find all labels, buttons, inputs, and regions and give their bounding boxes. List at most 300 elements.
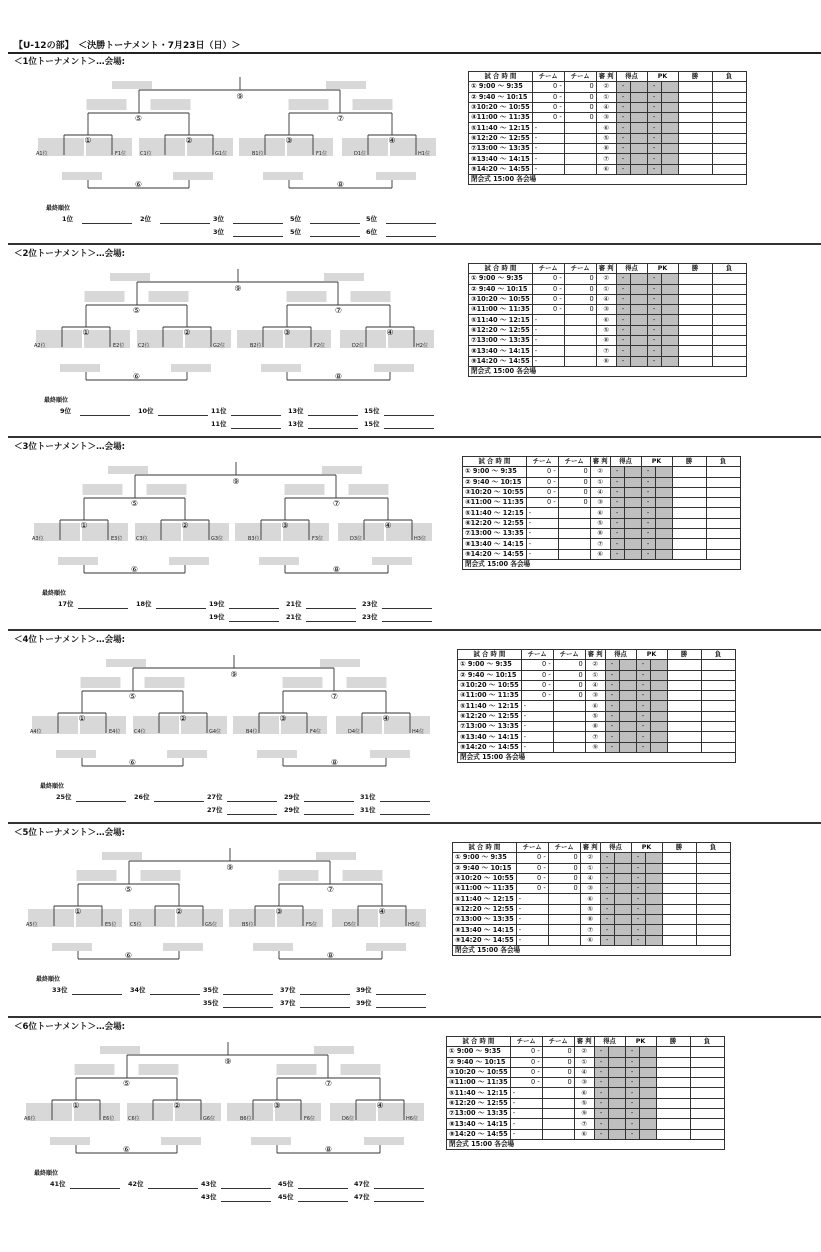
table-row xyxy=(463,498,741,508)
dash-mark: - xyxy=(534,123,538,132)
match-time: ③10:20 ～ 10:55 xyxy=(469,294,533,304)
score-cell xyxy=(594,1119,608,1129)
dash-mark: - xyxy=(599,1068,603,1077)
final-rank-position: 37位 xyxy=(280,986,296,994)
dash-mark: - xyxy=(610,660,614,669)
table-header-score: 得点 xyxy=(610,457,641,467)
team-name-box xyxy=(341,1064,381,1075)
score-cell xyxy=(614,915,631,925)
match-number: ③ xyxy=(275,907,283,916)
seed-label: C4位 xyxy=(134,729,146,735)
team-cell xyxy=(526,498,558,508)
score-zero: 0 xyxy=(578,660,583,669)
team-cell xyxy=(564,144,596,154)
score-cell xyxy=(624,508,641,518)
match-number: ① xyxy=(80,521,88,530)
pk-cell xyxy=(636,722,650,732)
pk-cell xyxy=(639,1057,656,1067)
pk-cell xyxy=(636,701,650,711)
match-number: ③ xyxy=(273,1101,281,1110)
score-cell xyxy=(619,660,636,670)
pk-cell xyxy=(645,915,662,925)
pk-cell xyxy=(661,305,678,315)
dash-mark: - xyxy=(559,103,562,112)
team-cell xyxy=(516,935,548,945)
team-cell xyxy=(521,742,553,752)
dash-mark: - xyxy=(528,508,532,517)
team-cell xyxy=(532,284,564,294)
win-cell xyxy=(678,315,712,325)
table-row xyxy=(447,1119,725,1129)
dash-mark: - xyxy=(641,701,645,710)
lose-cell xyxy=(690,1129,724,1139)
lose-cell xyxy=(712,133,746,143)
score-zero: 0 xyxy=(567,1068,572,1077)
pk-cell xyxy=(641,539,655,549)
team-name-box xyxy=(50,1137,90,1145)
match-time: ⑨14:20 ～ 14:55 xyxy=(453,935,517,945)
referee-cell: ① xyxy=(580,863,600,873)
score-cell xyxy=(630,356,647,366)
referee-cell: ⑨ xyxy=(574,1109,594,1119)
pk-cell xyxy=(636,670,650,680)
dash-mark: - xyxy=(559,274,562,283)
team-cell xyxy=(526,549,558,559)
team-cell xyxy=(548,904,580,914)
score-cell xyxy=(600,884,614,894)
pk-cell xyxy=(625,1078,639,1088)
team-cell xyxy=(516,925,548,935)
lose-cell xyxy=(690,1057,724,1067)
dash-mark: - xyxy=(543,884,546,893)
match-time: ⑧13:40 ～ 14:15 xyxy=(458,732,522,742)
team-cell xyxy=(510,1129,542,1139)
score-zero: 0 xyxy=(589,103,594,112)
dash-mark: - xyxy=(621,284,625,293)
table-row xyxy=(463,508,741,518)
team-cell xyxy=(548,925,580,935)
bracket-diagram xyxy=(0,1020,450,1180)
team-name-box xyxy=(289,99,329,110)
score-zero: 0 xyxy=(553,284,558,293)
win-cell xyxy=(678,102,712,112)
dash-mark: - xyxy=(621,92,625,101)
dash-mark: - xyxy=(543,853,546,862)
team-cell xyxy=(521,670,553,680)
score-cell xyxy=(630,305,647,315)
team-cell xyxy=(564,154,596,164)
score-cell xyxy=(630,325,647,335)
score-zero: 0 xyxy=(542,691,547,700)
tournament-section xyxy=(0,826,821,1016)
table-row xyxy=(447,1139,725,1149)
team-cell xyxy=(564,346,596,356)
final-rank-label: 最終順位 xyxy=(40,783,65,790)
win-cell xyxy=(656,1129,690,1139)
rank-entry-line xyxy=(308,415,358,416)
score-cell xyxy=(614,863,631,873)
match-time: ⑨14:20 ～ 14:55 xyxy=(469,164,533,174)
score-zero: 0 xyxy=(537,853,542,862)
referee-cell: ⑨ xyxy=(585,742,605,752)
pk-cell xyxy=(647,305,661,315)
referee-cell: ⑤ xyxy=(596,325,616,335)
table-header-win: 勝 xyxy=(667,650,701,660)
table-header-referee: 審 判 xyxy=(580,843,600,853)
dash-mark: - xyxy=(605,874,609,883)
dash-mark: - xyxy=(630,1109,634,1118)
table-header-pk: PK xyxy=(625,1037,656,1047)
pk-cell xyxy=(647,123,661,133)
win-cell xyxy=(678,144,712,154)
win-cell xyxy=(662,873,696,883)
score-zero: 0 xyxy=(583,467,588,476)
dash-mark: - xyxy=(652,274,656,283)
dash-mark: - xyxy=(636,874,640,883)
win-cell xyxy=(678,336,712,346)
pk-cell xyxy=(641,477,655,487)
rank-entry-line xyxy=(160,223,210,224)
seed-label: H3位 xyxy=(414,536,426,542)
rank-entry-line xyxy=(233,223,283,224)
match-time: ③10:20 ～ 10:55 xyxy=(463,487,527,497)
section-divider xyxy=(8,1016,821,1018)
win-cell xyxy=(678,92,712,102)
match-time: ① 9:00 ～ 9:35 xyxy=(447,1047,511,1057)
score-cell xyxy=(630,164,647,174)
win-cell xyxy=(656,1078,690,1088)
pk-cell xyxy=(645,904,662,914)
win-cell xyxy=(667,670,701,680)
closing-ceremony: 閉会式 15:00 各会場 xyxy=(469,174,597,184)
team-name-box xyxy=(167,750,207,758)
score-cell xyxy=(608,1078,625,1088)
match-number: ② xyxy=(181,521,189,530)
match-time: ④11:00 ～ 11:35 xyxy=(453,884,517,894)
schedule-table xyxy=(452,842,731,956)
table-row xyxy=(453,915,731,925)
score-zero: 0 xyxy=(553,92,558,101)
score-zero: 0 xyxy=(553,295,558,304)
dash-mark: - xyxy=(615,508,619,517)
rank-entry-line xyxy=(380,801,430,802)
seed-label: G6位 xyxy=(203,1116,216,1122)
match-number: ⑧ xyxy=(334,372,343,381)
seed-label: D2位 xyxy=(352,343,365,349)
lose-cell xyxy=(696,853,730,863)
rank-entry-line xyxy=(229,621,279,622)
pk-cell xyxy=(636,680,650,690)
referee-cell: ⑥ xyxy=(580,935,600,945)
table-row xyxy=(469,82,747,92)
lose-cell xyxy=(712,102,746,112)
team-name-box xyxy=(112,81,152,89)
dash-mark: - xyxy=(528,539,532,548)
lose-cell xyxy=(696,915,730,925)
tournament-section xyxy=(0,247,821,437)
tournament-section xyxy=(0,1020,821,1210)
team-cell xyxy=(548,894,580,904)
match-time: ⑥12:20 ～ 12:55 xyxy=(453,904,517,914)
pk-cell xyxy=(661,92,678,102)
table-row xyxy=(469,123,747,133)
referee-cell: ④ xyxy=(596,102,616,112)
dash-mark: - xyxy=(652,325,656,334)
table-row xyxy=(453,863,731,873)
score-cell xyxy=(600,873,614,883)
lose-cell xyxy=(701,722,735,732)
pk-cell xyxy=(631,873,645,883)
table-row xyxy=(469,315,747,325)
final-rank-label: 最終順位 xyxy=(46,205,71,212)
final-rank-position: 10位 xyxy=(138,407,154,415)
referee-cell: ⑤ xyxy=(596,133,616,143)
team-cell xyxy=(532,123,564,133)
dash-mark: - xyxy=(646,498,650,507)
match-time: ③10:20 ～ 10:55 xyxy=(447,1067,511,1077)
team-cell xyxy=(542,1047,574,1057)
dash-mark: - xyxy=(605,935,609,944)
team-name-box xyxy=(139,1064,179,1075)
dash-mark: - xyxy=(621,346,625,355)
score-cell xyxy=(619,711,636,721)
team-cell xyxy=(532,113,564,123)
win-cell xyxy=(678,123,712,133)
final-rank-position: 11位 xyxy=(211,407,227,415)
team-name-box xyxy=(60,364,100,372)
dash-mark: - xyxy=(534,144,538,153)
team-cell xyxy=(542,1119,574,1129)
team-cell xyxy=(521,680,553,690)
team-cell xyxy=(564,102,596,112)
team-cell xyxy=(510,1098,542,1108)
seed-label: E5位 xyxy=(105,922,117,928)
team-cell xyxy=(526,487,558,497)
lose-cell xyxy=(712,274,746,284)
final-rank-position: 42位 xyxy=(128,1180,144,1188)
table-row xyxy=(458,680,736,690)
pk-cell xyxy=(631,853,645,863)
lose-cell xyxy=(712,113,746,123)
team-name-box xyxy=(106,659,146,667)
seed-label: D4位 xyxy=(348,729,361,735)
match-number: ⑧ xyxy=(324,1145,333,1154)
dash-mark: - xyxy=(621,315,625,324)
score-cell xyxy=(630,102,647,112)
lose-cell xyxy=(712,294,746,304)
match-number: ⑥ xyxy=(122,1145,131,1154)
match-number: ⑥ xyxy=(132,372,141,381)
score-cell xyxy=(619,691,636,701)
dash-mark: - xyxy=(615,539,619,548)
score-zero: 0 xyxy=(547,488,552,497)
win-cell xyxy=(678,164,712,174)
score-cell xyxy=(616,123,630,133)
team-cell xyxy=(532,154,564,164)
table-row xyxy=(458,742,736,752)
dash-mark: - xyxy=(621,154,625,163)
match-number: ⑧ xyxy=(326,951,335,960)
match-number: ⑨ xyxy=(236,92,244,101)
team-cell xyxy=(532,356,564,366)
team-cell xyxy=(564,356,596,366)
table-row xyxy=(469,133,747,143)
referee-cell: ⑤ xyxy=(574,1098,594,1108)
table-row xyxy=(453,945,731,955)
table-row xyxy=(447,1047,725,1057)
dash-mark: - xyxy=(553,488,556,497)
dash-mark: - xyxy=(512,1119,516,1128)
lose-cell xyxy=(712,325,746,335)
rank-entry-line xyxy=(384,415,434,416)
table-row xyxy=(453,884,731,894)
pk-cell xyxy=(647,113,661,123)
table-header-referee: 審 判 xyxy=(596,72,616,82)
dash-mark: - xyxy=(615,498,619,507)
section-divider xyxy=(8,436,821,438)
win-cell xyxy=(662,863,696,873)
win-cell xyxy=(672,529,706,539)
lose-cell xyxy=(712,346,746,356)
score-cell xyxy=(630,274,647,284)
dash-mark: - xyxy=(559,305,562,314)
bracket-diagram xyxy=(0,633,450,793)
table-row xyxy=(453,853,731,863)
match-number: ⑦ xyxy=(324,1079,333,1088)
match-time: ⑤11:40 ～ 12:15 xyxy=(469,315,533,325)
table-row xyxy=(458,670,736,680)
win-cell xyxy=(678,294,712,304)
team-cell xyxy=(516,863,548,873)
table-header-referee: 審 判 xyxy=(574,1037,594,1047)
pk-cell xyxy=(650,722,667,732)
match-number: ③ xyxy=(279,714,287,723)
team-name-box xyxy=(52,943,92,951)
win-cell xyxy=(672,467,706,477)
table-header-lose: 負 xyxy=(712,264,746,274)
final-rank-position: 45位 xyxy=(278,1193,294,1201)
dash-mark: - xyxy=(610,742,614,751)
pk-cell xyxy=(647,82,661,92)
dash-mark: - xyxy=(605,915,609,924)
team-name-box xyxy=(171,364,211,372)
referee-cell: ⑥ xyxy=(585,701,605,711)
score-cell xyxy=(619,701,636,711)
lose-cell xyxy=(706,498,740,508)
win-cell xyxy=(667,711,701,721)
dash-mark: - xyxy=(636,915,640,924)
pk-cell xyxy=(661,356,678,366)
pk-cell xyxy=(636,742,650,752)
team-cell xyxy=(548,935,580,945)
match-time: ⑦13:00 ～ 13:35 xyxy=(463,529,527,539)
referee-cell: ⑧ xyxy=(590,529,610,539)
rank-entry-line xyxy=(386,236,436,237)
team-name-box xyxy=(257,750,297,758)
team-name-box xyxy=(81,677,121,688)
match-time: ⑨14:20 ～ 14:55 xyxy=(447,1129,511,1139)
dash-mark: - xyxy=(636,894,640,903)
final-rank-position: 19位 xyxy=(209,613,225,621)
score-zero: 0 xyxy=(578,691,583,700)
pk-cell xyxy=(650,742,667,752)
lose-cell xyxy=(712,336,746,346)
win-cell xyxy=(678,113,712,123)
seed-label: A2位 xyxy=(34,343,46,349)
team-cell xyxy=(564,123,596,133)
dash-mark: - xyxy=(652,295,656,304)
score-cell xyxy=(610,508,624,518)
team-cell xyxy=(532,305,564,315)
rank-entry-line xyxy=(78,608,128,609)
score-cell xyxy=(594,1067,608,1077)
team-cell xyxy=(558,467,590,477)
lose-cell xyxy=(701,711,735,721)
dash-mark: - xyxy=(641,742,645,751)
team-cell xyxy=(516,894,548,904)
score-cell xyxy=(624,518,641,528)
lose-cell xyxy=(690,1078,724,1088)
dash-mark: - xyxy=(599,1109,603,1118)
team-cell xyxy=(558,508,590,518)
pk-cell xyxy=(645,863,662,873)
dash-mark: - xyxy=(630,1047,634,1056)
lose-cell xyxy=(696,894,730,904)
table-header-time: 試 合 時 間 xyxy=(447,1037,511,1047)
team-cell xyxy=(564,274,596,284)
score-cell xyxy=(610,518,624,528)
dash-mark: - xyxy=(599,1129,603,1138)
match-number: ⑦ xyxy=(336,114,345,123)
pk-cell xyxy=(655,529,672,539)
team-name-box xyxy=(326,81,366,89)
match-time: ⑨14:20 ～ 14:55 xyxy=(463,549,527,559)
table-row xyxy=(463,549,741,559)
team-cell xyxy=(532,82,564,92)
team-cell xyxy=(542,1078,574,1088)
rank-entry-line xyxy=(150,994,200,995)
team-cell xyxy=(521,722,553,732)
team-cell xyxy=(521,732,553,742)
score-cell xyxy=(608,1057,625,1067)
seed-label: A5位 xyxy=(26,922,38,928)
rank-entry-line xyxy=(223,1007,273,1008)
rank-entry-line xyxy=(221,1201,271,1202)
match-number: ① xyxy=(74,907,82,916)
team-name-box xyxy=(287,291,327,302)
score-cell xyxy=(605,670,619,680)
score-zero: 0 xyxy=(553,103,558,112)
lose-cell xyxy=(712,144,746,154)
team-cell xyxy=(516,884,548,894)
pk-cell xyxy=(655,477,672,487)
lose-cell xyxy=(701,742,735,752)
table-header-referee: 審 判 xyxy=(596,264,616,274)
score-cell xyxy=(614,873,631,883)
team-cell xyxy=(516,873,548,883)
match-number: ② xyxy=(179,714,187,723)
table-cell xyxy=(574,1139,724,1149)
team-cell xyxy=(510,1078,542,1088)
score-cell xyxy=(600,904,614,914)
team-cell xyxy=(532,346,564,356)
dash-mark: - xyxy=(537,1047,540,1056)
rank-entry-line xyxy=(306,608,356,609)
match-time: ③10:20 ～ 10:55 xyxy=(458,680,522,690)
win-cell xyxy=(672,518,706,528)
win-cell xyxy=(672,508,706,518)
lose-cell xyxy=(690,1067,724,1077)
